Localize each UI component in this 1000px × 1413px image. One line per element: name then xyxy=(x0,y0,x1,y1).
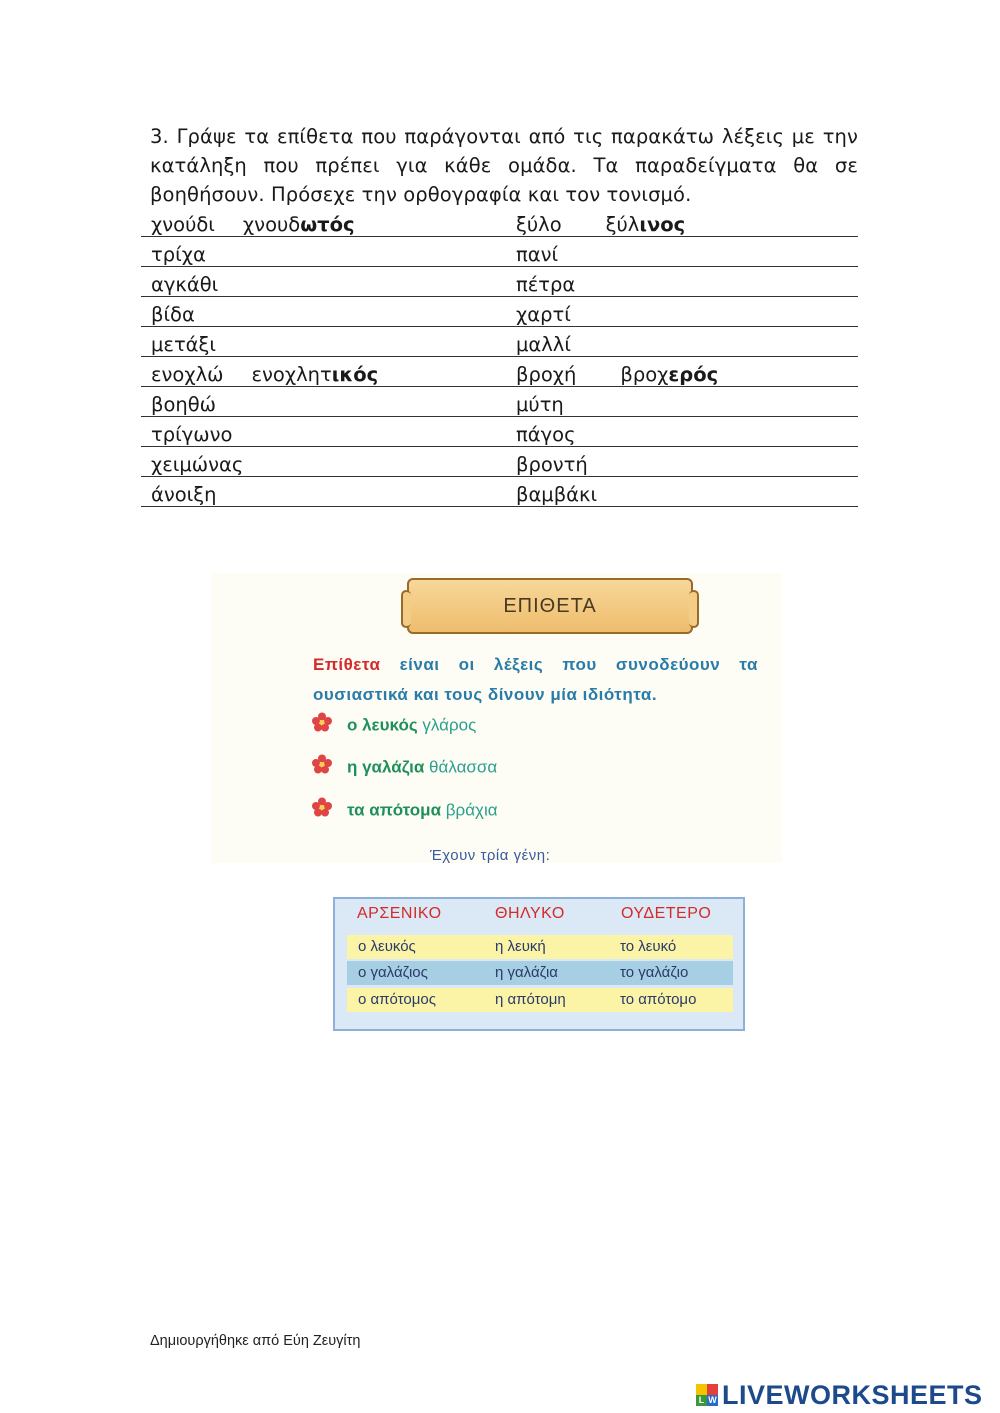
left-cell xyxy=(141,477,508,507)
form-neuter: το απότομο xyxy=(620,991,697,1008)
left-cell xyxy=(141,327,508,357)
example-adjective xyxy=(620,363,718,386)
example-ending: ικός xyxy=(331,363,379,386)
flower-icon xyxy=(311,712,333,740)
form-feminine: η λευκή xyxy=(495,938,546,955)
flower-icon xyxy=(311,797,333,825)
gender-row xyxy=(347,961,733,985)
source-word: βαμβάκι xyxy=(516,483,598,506)
right-cell xyxy=(508,387,858,417)
word-row xyxy=(141,387,858,417)
right-cell xyxy=(508,327,858,357)
form-feminine: η απότομη xyxy=(495,991,566,1008)
form-neuter: το λευκό xyxy=(620,938,677,955)
left-cell xyxy=(141,417,508,447)
example-article-adjective: η γαλάζια xyxy=(347,757,425,777)
example-ending: ωτός xyxy=(300,213,355,236)
source-word: χαρτί xyxy=(516,303,571,326)
source-word: μετάξι xyxy=(151,333,217,356)
source-word: βροχή xyxy=(516,363,577,386)
definition-term: Επίθετα xyxy=(313,655,381,674)
form-masculine: ο γαλάζιος xyxy=(358,964,428,981)
right-cell xyxy=(508,417,858,447)
word-row xyxy=(141,207,858,237)
source-word: ενοχλώ xyxy=(151,363,224,386)
logo-letter: W xyxy=(708,1395,717,1405)
right-cell xyxy=(508,297,858,327)
brand-text: LIVEWORKSHEETS xyxy=(722,1379,983,1410)
liveworksheets-logo-icon xyxy=(696,1384,718,1406)
source-word: χνούδι xyxy=(151,213,215,236)
genders-title: Έχουν τρία γένη: xyxy=(430,847,551,864)
definition-rest: είναι οι λέξεις που συνοδεύουν τα ουσιαστικά και τους δίνουν μία ιδιότητα. xyxy=(313,655,758,704)
example-ending: ερός xyxy=(668,363,719,386)
example-stem: βροχ xyxy=(620,363,669,386)
example-article-adjective: τα απότομα xyxy=(347,800,442,820)
source-word: βροντή xyxy=(516,453,588,476)
author-footer: Δημιουργήθηκε από Εύη Ζευγίτη xyxy=(150,1333,361,1349)
example-adjective xyxy=(243,213,355,236)
right-cell xyxy=(508,357,858,387)
word-row xyxy=(141,267,858,297)
word-row xyxy=(141,327,858,357)
header-masculine: ΑΡΣΕΝΙΚΟ xyxy=(357,905,442,922)
example-noun: βράχια xyxy=(445,800,498,820)
left-cell xyxy=(141,237,508,267)
source-word: βίδα xyxy=(151,303,195,326)
word-row xyxy=(141,477,858,507)
liveworksheets-brand[interactable] xyxy=(696,1377,983,1413)
right-cell xyxy=(508,207,858,237)
left-cell xyxy=(141,387,508,417)
word-row xyxy=(141,297,858,327)
source-word: ξύλο xyxy=(516,213,562,236)
example-ending: ινος xyxy=(639,213,686,236)
left-cell xyxy=(141,447,508,477)
gender-row xyxy=(347,935,733,959)
gender-row xyxy=(347,988,733,1012)
example-item xyxy=(311,797,498,823)
source-word: πανί xyxy=(516,243,559,266)
example-stem: ξύλ xyxy=(605,213,640,236)
source-word: χειμώνας xyxy=(151,453,244,476)
form-neuter: το γαλάζιο xyxy=(620,964,689,981)
right-cell xyxy=(508,267,858,297)
right-cell xyxy=(508,447,858,477)
source-word: τρίχα xyxy=(151,243,206,266)
example-noun: θάλασσα xyxy=(429,757,498,777)
example-adjective xyxy=(606,213,686,236)
panel-title-sign: ΕΠΙΘΕΤΑ xyxy=(407,578,693,634)
example-noun: γλάρος xyxy=(422,715,477,735)
logo-letter: L xyxy=(696,1395,707,1406)
word-row xyxy=(141,417,858,447)
example-article-adjective: ο λευκός xyxy=(347,715,418,735)
form-masculine: ο απότομος xyxy=(358,991,436,1008)
left-cell xyxy=(141,267,508,297)
word-table xyxy=(141,207,858,507)
source-word: μύτη xyxy=(516,393,564,416)
source-word: άνοιξη xyxy=(151,483,217,506)
source-word: βοηθώ xyxy=(151,393,216,416)
source-word: πέτρα xyxy=(516,273,576,296)
definition-text xyxy=(313,650,758,710)
left-cell xyxy=(141,297,508,327)
left-cell xyxy=(141,207,508,237)
example-item xyxy=(311,712,476,738)
source-word: μαλλί xyxy=(516,333,571,356)
word-row xyxy=(141,357,858,387)
form-feminine: η γαλάζια xyxy=(495,964,558,981)
header-neuter: ΟΥΔΕΤΕΡΟ xyxy=(621,905,712,922)
example-stem: ενοχλητ xyxy=(251,363,332,386)
gender-table xyxy=(333,897,745,1031)
example-adjective xyxy=(252,363,379,386)
example-item xyxy=(311,754,497,780)
left-cell xyxy=(141,357,508,387)
source-word: τρίγωνο xyxy=(151,423,233,446)
flower-icon xyxy=(311,754,333,782)
right-cell xyxy=(508,237,858,267)
word-row xyxy=(141,237,858,267)
form-masculine: ο λευκός xyxy=(358,938,416,955)
source-word: πάγος xyxy=(516,423,576,446)
source-word: αγκάθι xyxy=(151,273,219,296)
header-feminine: ΘΗΛΥΚΟ xyxy=(495,905,565,922)
exercise-instructions: 3. Γράψε τα επίθετα που παράγονται από τις παρακάτω λέξεις με την κατάληξη που πρέπει για κάθε ομάδα. Τα παραδείγματα θα σε βοηθήσουν. Πρόσεχε την ορθογραφία και τον τονισμό. xyxy=(150,125,858,206)
right-cell xyxy=(508,477,858,507)
example-stem: χνουδ xyxy=(242,213,301,236)
word-row xyxy=(141,447,858,477)
